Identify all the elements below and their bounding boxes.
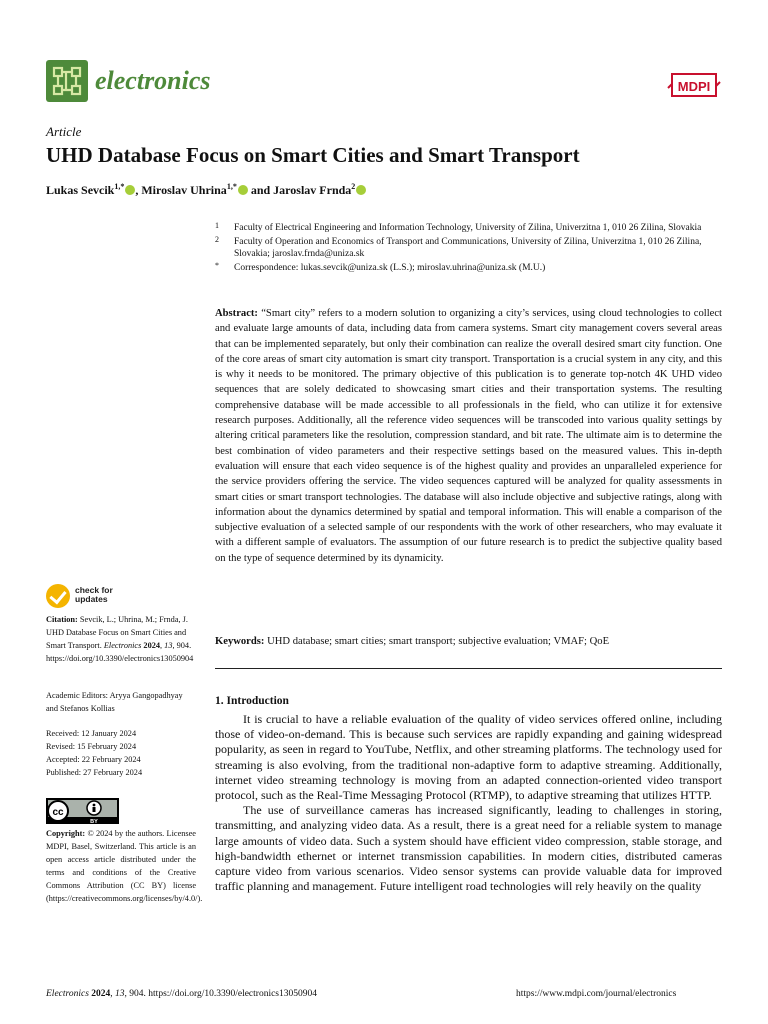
page-title: UHD Database Focus on Smart Cities and Smart Transport [46,143,580,167]
author-sup: 1,* [114,182,125,191]
check-line1: check for [75,585,113,595]
footer-citation: Electronics 2024, 13, 904. https://doi.org/10.3390/electronics13050904 [46,989,317,999]
academic-editors: Academic Editors: Aryya Gangopadhyay and Stefanos Kollias [46,691,183,713]
mdpi-logo-icon[interactable] [666,68,722,102]
publisher-label: MDPI [677,79,711,94]
affiliation-text: Faculty of Operation and Economics of Transport and Communications, University of Zilina, Univerzitna 1, 010 26 Zilina, Slovakia; jaroslav.frnda@uniza.sk [234,236,702,260]
affiliation-text: Faculty of Electrical Engineering and Information Technology, University of Zilina, Univerzitna 1, 010 26 Zilina, Slovakia [234,223,702,233]
cc-by-icon[interactable] [46,798,119,824]
abstract-text: “Smart city” refers to a modern solution to organizing a city’s services, using cloud technologies to collect and evaluate large amounts of data, including data from camera systems. Smart city management covers several areas that can be implemented separately, but only their combination can realize the overall desired smart city function. One of the core areas of smart city automation is smart city transport. Transportation is a crucial system in any city, and this is why it needs to be monitored. The primary objective of this publication is to generate top-notch 4K UHD video sequences that are solely dedicated to showcasing smart cities and their transportation systems. The resulting comprehensive database will be made accessible to all professionals in the field, who can utilize it for extensive research purposes. Additionally, all the reference video sequences will be transcoded into various quality settings by altering critical parameters like the resolution, compression standard, and bit rate. The ultimate aim is to determine the best combination of video parameters and their respective settings based on the measured values. This in-depth evaluation will ensure that each video sequence is of the highest quality and provides an unparalleled experience for the service providers offering the service. The video sequences captured will be analyzed for quality assessments in smart cities or smart transport technologies. The database will also include objective and subjective ratings, along with information about the dynamics determined by spatial and temporal information. This will enable a comparison of the subjective evaluation of a selected sample of our respondents with the work of other researchers, who may evaluate it with a different sample of evaluators. The assumption of our future research is to predict the subjective quality based on the type of sequence determined by its dynamicity. [215,308,722,564]
footer-journal: Electronics [46,989,89,999]
orcid-icon[interactable] [356,185,366,195]
affiliation-number: * [215,260,219,270]
paragraph: It is crucial to have a reliable evaluation of the quality of video services offered online, including those of video-on-demand. This is because such services are rapidly expanding and gaining widespread popularity, as seen in regard to YouTube, Netflix, and other streaming platforms. The technology used for streaming is also evolving, from the traditional non-adaptive form to adaptive streaming. Additionally, internet video streaming technology is moving from an adapted connection-oriented video transport protocol, such as the Real-Time Messaging Protocol (RTMP), to adaptive streaming that utilizes HTTP. [215,712,722,803]
keywords-label: Keywords: [215,636,265,647]
author-sup: 2 [351,182,356,191]
footer-url[interactable]: https://www.mdpi.com/journal/electronics [516,989,677,999]
author-sup: 1,* [226,182,237,191]
abstract [215,306,722,566]
orcid-icon[interactable] [238,185,248,195]
section-title: 1. Introduction [215,695,289,707]
citation-year: 2024 [143,641,161,650]
journal-name[interactable]: electronics [95,66,211,95]
citation-text: Sevcik, L.; Uhrina, M.; Frnda, J. UHD Database Focus on Smart Cities and Smart Transport. [46,615,188,650]
author-name[interactable]: Lukas Sevcik [46,183,115,197]
body-text [215,712,722,894]
check-for-updates-icon [46,584,70,608]
footer-doi[interactable]: , 904. https://doi.org/10.3390/electronics13050904 [124,989,317,999]
citation-volume: 13 [164,641,173,650]
keywords [215,634,722,649]
svg-text:cc: cc [52,807,64,818]
paragraph: The use of surveillance cameras has increased significantly, leading to challenges in storing, transmitting, and analyzing video data. As a result, there is a great need for a reliable system to manage large amounts of video data. Such a system should have efficient video compression, stable storage, and high-bandwidth ethernet or internet transmission capabilities. In modern cities, distributed cameras capture video from various scenarios. Video sensor systems can provide valuable data for improved traffic planning and management. Future intelligent road technologies will rely heavily on the quality [215,803,722,894]
copyright-block [46,827,203,905]
author-separator: , [135,183,142,197]
date-published: Published: 27 February 2024 [46,768,143,777]
check-for-updates-label [75,586,113,604]
divider [215,668,722,669]
author-separator: and [247,183,274,197]
affiliation-item [215,262,725,275]
affiliation-text: Correspondence: lukas.sevcik@uniza.sk (L.S.); miroslav.uhrina@uniza.sk (M.U.) [234,262,546,273]
date-revised: Revised: 15 February 2024 [46,742,137,751]
affiliation-item [215,222,725,235]
cc-label: BY [90,819,98,824]
electronics-logo-icon [46,60,88,102]
abstract-label: Abstract: [215,308,258,319]
orcid-icon[interactable] [125,185,135,195]
citation-label: Citation: [46,615,78,624]
affiliations [215,222,725,275]
author-name[interactable]: Miroslav Uhrina [141,183,227,197]
citation-block: Citation: Sevcik, L.; Uhrina, M.; Frnda, J. UHD Database Focus on Smart Cities and Smart Transport. Electronics 2024, 13, 904. https://doi.org/10.3390/electronics13050904 [46,615,194,663]
date-accepted: Accepted: 22 February 2024 [46,755,141,764]
affiliation-item [215,236,725,261]
copyright-text: © 2024 by the authors. Licensee MDPI, Basel, Switzerland. This article is an open access article distributed under the terms and conditions of the Creative Commons Attribution (CC BY) license (https://creativecommons.org/licenses/by/4.0/). [46,829,203,903]
date-received: Received: 12 January 2024 [46,729,137,738]
check-for-updates-button[interactable] [46,584,146,610]
author-list [46,179,366,198]
affiliation-number: 2 [215,234,219,244]
dates-block [46,727,196,779]
check-line2: updates [75,594,108,604]
affiliation-number: 1 [215,221,219,230]
footer-year: 2024 [91,989,111,999]
author-name[interactable]: Jaroslav Frnda [273,183,352,197]
citation-journal: Electronics [103,641,142,650]
keywords-text: UHD database; smart cities; smart transport; subjective evaluation; VMAF; QoE [267,636,610,647]
copyright-label: Copyright: [46,829,86,838]
citation-doi[interactable]: , 904. https://doi.org/10.3390/electronics13050904 [46,641,194,663]
article-type: Article [46,124,82,139]
footer-volume: 13 [115,989,125,999]
